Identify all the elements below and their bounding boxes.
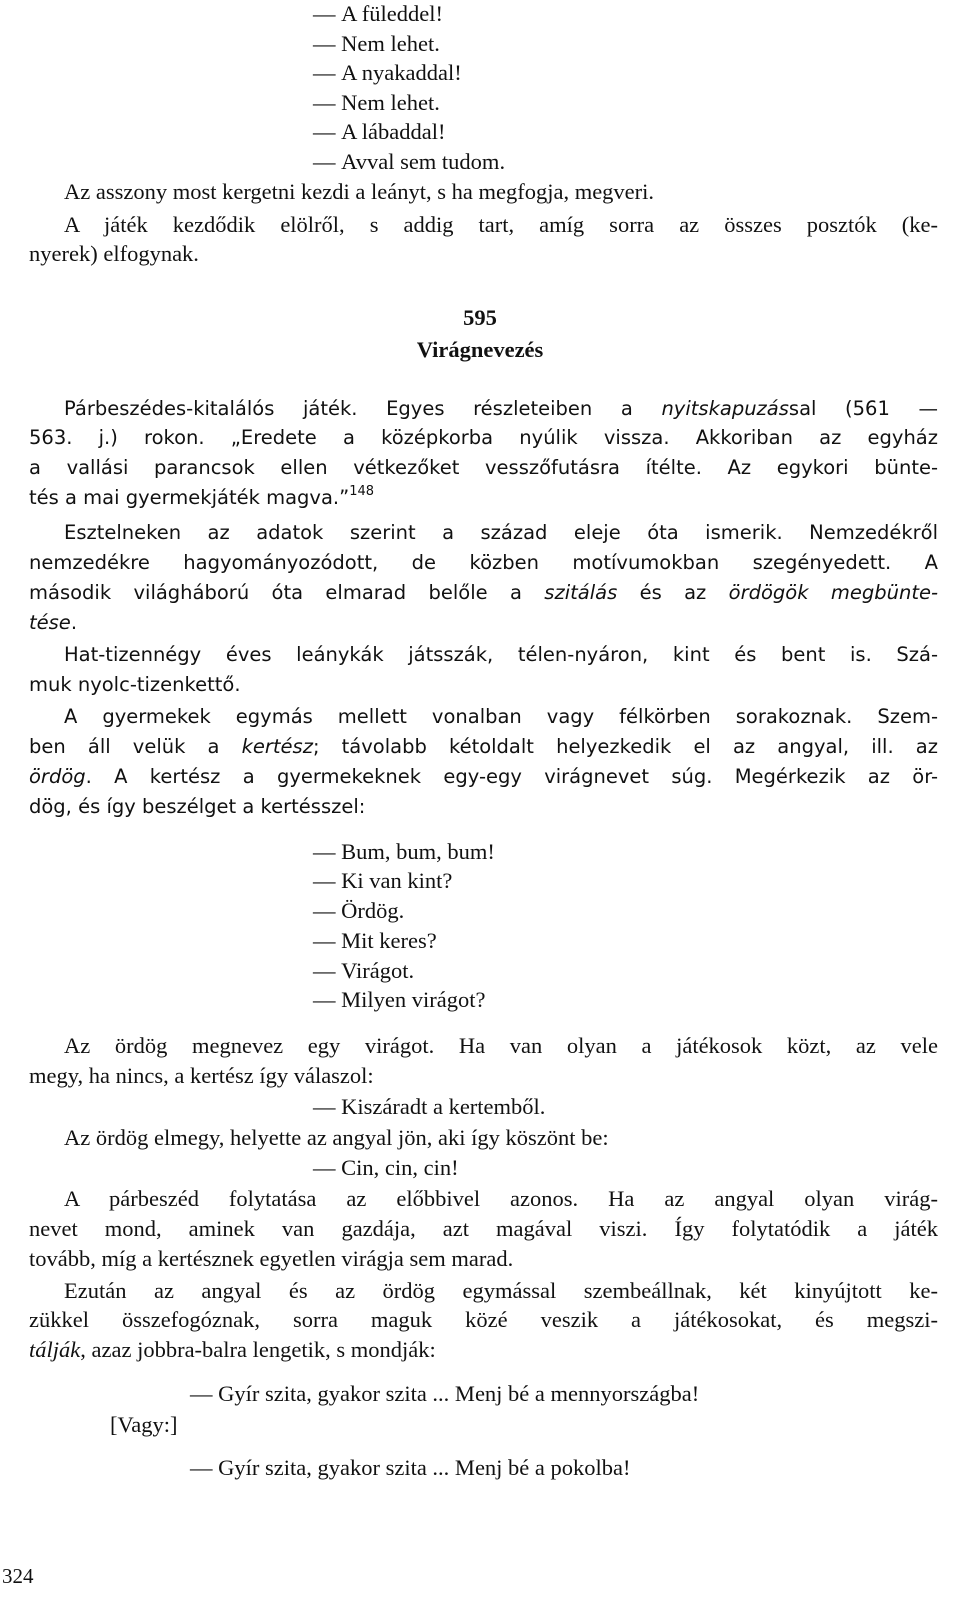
paragraph-setup-line: ben áll velük a kertész; távolabb kétoldalt helyezkedik el az angyal, ill. az [29, 735, 938, 758]
dialogue-line: — Ki van kint? [313, 867, 960, 895]
intro-line: Párbeszédes-kitalálós játék. Egyes részleteiben a nyitskapuzással (561 — [64, 397, 938, 420]
paragraph-setup-line: A gyermekek egymás mellett vonalban vagy félkörben sorakoznak. Szem- [64, 705, 938, 728]
paragraph-final-line: tálják, azaz jobbra-balra lengetik, s mondják: [29, 1337, 436, 1362]
section-number: 595 [463, 305, 497, 330]
dialogue-line: — Nem lehet. [313, 30, 960, 58]
paragraph-setup-line: ördög. A kertész a gyermekeknek egy-egy virágnevet súg. Megérkezik az ör- [29, 765, 938, 788]
paragraph-esztelnek-line: Esztelneken az adatok szerint a század eleje óta ismerik. Nemzedékről [64, 521, 938, 544]
paragraph-angel: Az ördög elmegy, helyette az angyal jön, aki így köszönt be: [64, 1125, 609, 1150]
dialogue-line: — Nem lehet. [313, 89, 960, 117]
paragraph-repeat-line: A játék kezdődik elölről, s addig tart, amíg sorra az összes posztók (ke- [64, 212, 938, 237]
paragraph-continue-line: tovább, míg a kertésznek egyetlen virágja sem marad. [29, 1246, 514, 1271]
paragraph-name-line: Az ördög megnevez egy virágot. Ha van olyan a játékosok közt, az vele [64, 1033, 938, 1058]
intro-line: tés a mai gyermekjáték magva.”$^{148}$ [29, 484, 375, 509]
dialogue-line: — Milyen virágot? [313, 986, 960, 1014]
paragraph-final-line: zükkel összefogóznak, sorra maguk közé veszik a játékosokat, és megszi- [29, 1307, 938, 1332]
section-title: Virágnevezés [416, 337, 544, 362]
dialogue-line: — Bum, bum, bum! [313, 838, 960, 866]
paragraph-chase: Az asszony most kergetni kezdi a leányt, s ha megfogja, megveri. [64, 179, 655, 204]
paragraph-setup-line: dög, és így beszélget a kertésszel: [29, 795, 366, 818]
page-number: 324 [2, 1564, 34, 1588]
dialogue-line: — Cin, cin, cin! [313, 1154, 960, 1182]
intro-line: a vallási parancsok ellen vétkezőket vesszőfutásra ítélte. Az egykori bünte- [29, 456, 938, 479]
footnote-ref[interactable]: 148 [349, 484, 375, 499]
intro-line: 563. j.) rokon. „Eredete a középkorba nyúlik vissza. Akkoriban az egyház [29, 426, 938, 449]
paragraph-name-line: megy, ha nincs, a kertész így válaszol: [29, 1063, 374, 1088]
paragraph-repeat-line: nyerek) elfogynak. [29, 241, 199, 266]
paragraph-age-line: Hat-tizennégy éves leánykák játsszák, télen-nyáron, kint és bent is. Szá- [64, 643, 938, 666]
paragraph-continue-line: A párbeszéd folytatása az előbbivel azonos. Ha az angyal olyan virág- [64, 1186, 938, 1211]
dialogue-line: — Avval sem tudom. [313, 148, 960, 176]
chant-line: — Gyír szita, gyakor szita ... Menj bé a pokolba! [190, 1454, 960, 1482]
dialogue-line: — A lábaddal! [313, 118, 960, 146]
paragraph-esztelnek-line: nemzedékre hagyományozódott, de közben motívumokban szegényedett. A [29, 551, 938, 574]
dialogue-line: — A füleddel! [313, 0, 960, 28]
dialogue-line: — Ördög. [313, 897, 960, 925]
paragraph-esztelnek-line: második világháború óta elmarad belőle a szitálás és az ördögök megbünte- [29, 581, 939, 604]
paragraph-continue-line: nevet mond, aminek van gazdája, azt magával viszi. Így folytatódik a játék [29, 1216, 938, 1241]
or-marker: [Vagy:] [110, 1412, 178, 1437]
paragraph-final-line: Ezután az angyal és az ördög egymással szembeállnak, két kinyújtott ke- [64, 1278, 938, 1303]
paragraph-age-line: muk nyolc-tizenkettő. [29, 673, 241, 696]
chant-line: — Gyír szita, gyakor szita ... Menj bé a mennyországba! [190, 1380, 960, 1408]
dialogue-line: — Mit keres? [313, 927, 960, 955]
paragraph-esztelnek-line: tése. [29, 611, 78, 634]
dialogue-line: — Virágot. [313, 957, 960, 985]
dialogue-line: — Kiszáradt a kertemből. [313, 1093, 960, 1121]
dialogue-line: — A nyakaddal! [313, 59, 960, 87]
